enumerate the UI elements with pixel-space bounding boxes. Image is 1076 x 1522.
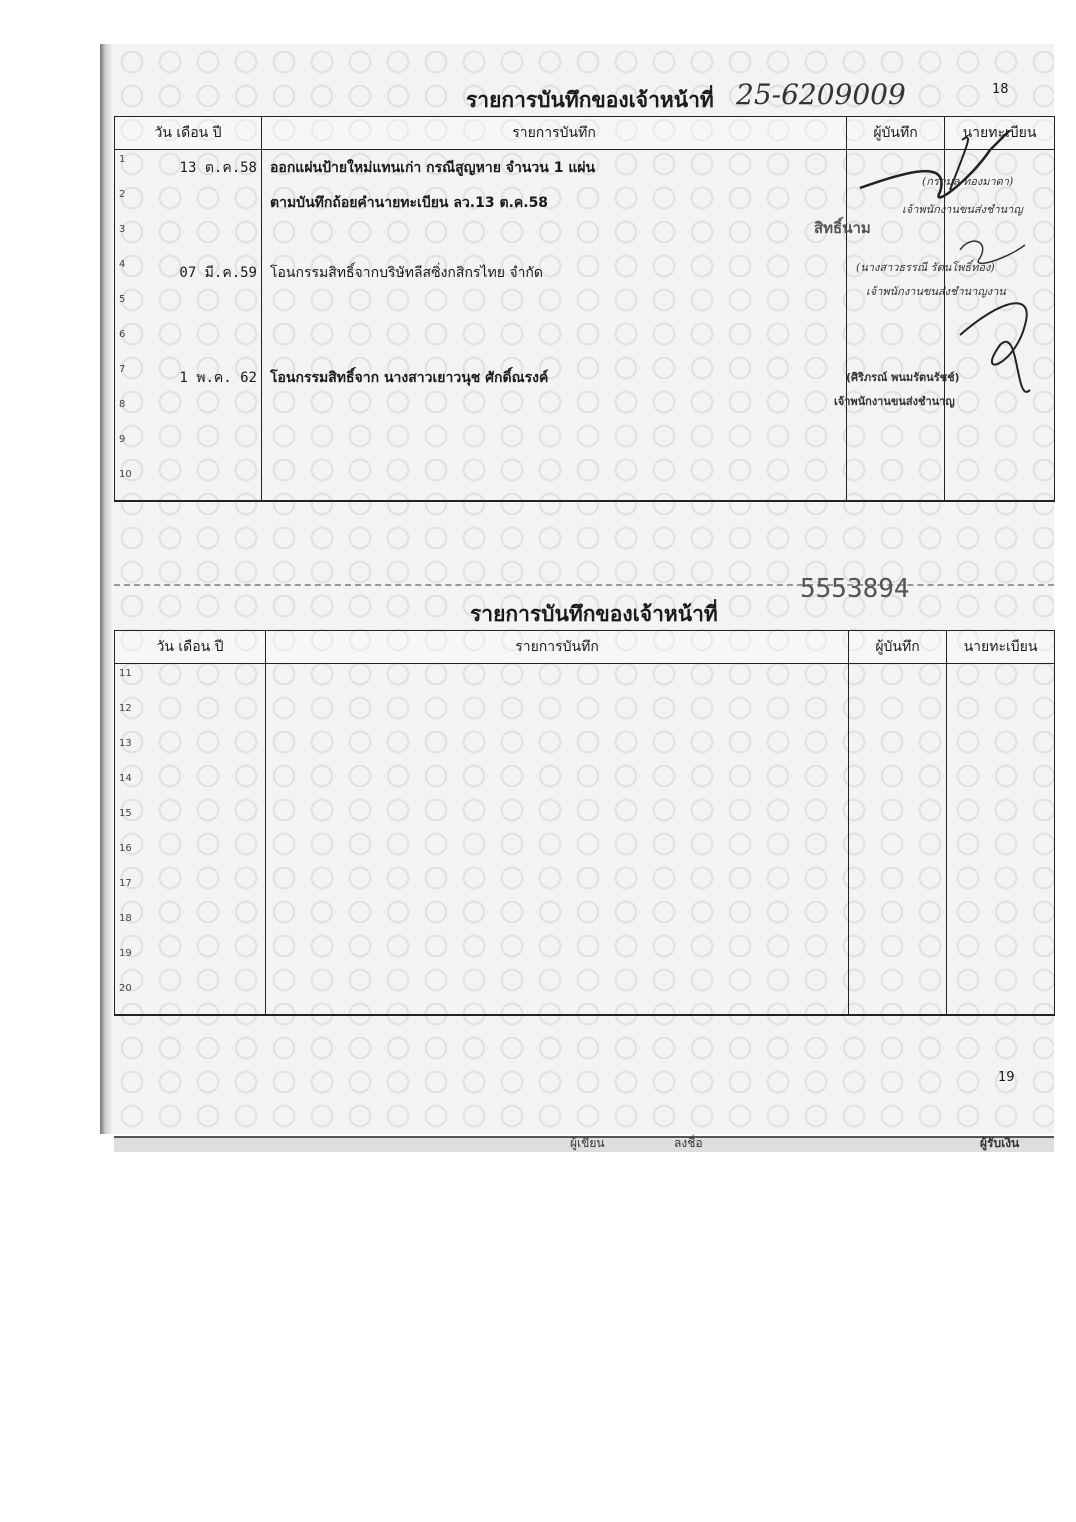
registrar-cell bbox=[947, 734, 1055, 769]
entry-cell bbox=[266, 769, 849, 804]
signature-title-3: เจ้าพนักงานขนส่งชำนาญ bbox=[834, 395, 955, 408]
registrar-cell bbox=[947, 909, 1055, 944]
underlying-right-text: ผู้รับเงิน bbox=[980, 1136, 1020, 1150]
line-number: 6 bbox=[119, 329, 126, 340]
date-cell bbox=[115, 395, 262, 430]
date-value: 1 พ.ค. 62 bbox=[179, 369, 257, 386]
line-number: 15 bbox=[119, 808, 132, 819]
table-row bbox=[115, 909, 1055, 944]
handwritten-record-number: 25-6209009 bbox=[736, 78, 906, 111]
signature-name-3: (ศิริภรณ์ พนมรัตนรัชช์) bbox=[846, 371, 960, 384]
date-cell bbox=[115, 255, 262, 290]
line-number: 3 bbox=[119, 224, 126, 235]
entry-cell bbox=[266, 979, 849, 1015]
line-number: 1 bbox=[119, 154, 126, 165]
underlying-page-strip bbox=[114, 1136, 1054, 1152]
table-row bbox=[115, 699, 1055, 734]
header-entry: รายการบันทึก bbox=[266, 631, 849, 664]
registrar-cell bbox=[947, 874, 1055, 909]
date-cell bbox=[115, 979, 266, 1015]
line-number: 9 bbox=[119, 434, 126, 445]
recorder-cell bbox=[847, 465, 945, 501]
header-registrar: นายทะเบียน bbox=[945, 117, 1055, 150]
date-cell bbox=[115, 874, 266, 909]
signature-title-2: เจ้าพนักงานขนส่งชำนาญงาน bbox=[866, 285, 1006, 298]
entry-cell bbox=[266, 664, 849, 700]
line-number: 2 bbox=[119, 189, 126, 200]
entry-cell bbox=[266, 699, 849, 734]
date-value: 13 ต.ค.58 bbox=[179, 159, 257, 176]
recorder-cell bbox=[849, 874, 947, 909]
serial-number: 5553894 bbox=[800, 574, 910, 604]
date-cell bbox=[115, 769, 266, 804]
line-number: 12 bbox=[119, 703, 132, 714]
entry-cell: ตามบันทึกถ้อยคำนายทะเบียน ลว.13 ต.ค.58 bbox=[262, 185, 847, 220]
registrar-cell bbox=[945, 465, 1055, 501]
date-cell bbox=[115, 150, 262, 186]
date-cell bbox=[115, 839, 266, 874]
table-row bbox=[115, 944, 1055, 979]
entry-cell: ออกแผ่นป้ายใหม่แทนเก่า กรณีสูญหาย จำนวน 1 แผ่น bbox=[262, 150, 847, 186]
date-cell bbox=[115, 734, 266, 769]
recorder-cell bbox=[849, 804, 947, 839]
signature-name-1: (กรกมล ทองมาดา) bbox=[922, 175, 1014, 188]
registrar-cell bbox=[947, 769, 1055, 804]
registrar-cell bbox=[947, 664, 1055, 700]
line-number: 20 bbox=[119, 983, 132, 994]
entry-cell bbox=[266, 909, 849, 944]
line-number: 4 bbox=[119, 259, 126, 270]
registrar-cell bbox=[947, 699, 1055, 734]
recorder-cell bbox=[849, 944, 947, 979]
date-cell bbox=[115, 804, 266, 839]
line-number: 18 bbox=[119, 913, 132, 924]
bottom-page-number: 19 bbox=[998, 1070, 1015, 1085]
date-cell bbox=[115, 360, 262, 395]
recorder-cell bbox=[849, 664, 947, 700]
date-cell bbox=[115, 430, 262, 465]
recorder-cell bbox=[849, 839, 947, 874]
line-number: 7 bbox=[119, 364, 126, 375]
date-cell bbox=[115, 185, 262, 220]
bottom-record-table bbox=[114, 630, 1055, 1016]
date-cell bbox=[115, 290, 262, 325]
date-cell bbox=[115, 465, 262, 501]
entry-cell bbox=[262, 430, 847, 465]
registrar-cell bbox=[947, 979, 1055, 1015]
line-number: 10 bbox=[119, 469, 132, 480]
table-row bbox=[115, 465, 1055, 501]
entry-cell bbox=[266, 874, 849, 909]
registrar-cell bbox=[947, 839, 1055, 874]
entry-cell bbox=[266, 804, 849, 839]
line-number: 13 bbox=[119, 738, 132, 749]
line-number: 19 bbox=[119, 948, 132, 959]
entry-cell bbox=[266, 944, 849, 979]
scan-binding-edge bbox=[100, 44, 114, 1134]
entry-cell bbox=[262, 290, 847, 325]
entry-cell bbox=[262, 465, 847, 501]
header-recorder: ผู้บันทึก bbox=[849, 631, 947, 664]
table-row bbox=[115, 979, 1055, 1015]
line-number: 17 bbox=[119, 878, 132, 889]
header-date: วัน เดือน ปี bbox=[115, 631, 266, 664]
registrar-cell bbox=[947, 804, 1055, 839]
table-row bbox=[115, 664, 1055, 700]
recorder-cell bbox=[849, 769, 947, 804]
entry-cell bbox=[262, 220, 847, 255]
line-number: 16 bbox=[119, 843, 132, 854]
underlying-left-text: ผู้เขียน bbox=[570, 1136, 605, 1150]
recorder-cell bbox=[849, 909, 947, 944]
date-cell bbox=[115, 664, 266, 700]
line-number: 8 bbox=[119, 399, 126, 410]
recorder-cell bbox=[849, 979, 947, 1015]
underlying-mid-text: ลงชื่อ bbox=[674, 1136, 703, 1150]
table-row bbox=[115, 874, 1055, 909]
date-cell bbox=[115, 699, 266, 734]
entry-cell bbox=[266, 839, 849, 874]
entry-cell: โอนกรรมสิทธิ์จากบริษัทลีสซิ่งกสิกรไทย จำกัด bbox=[262, 255, 847, 290]
header-date: วัน เดือน ปี bbox=[115, 117, 262, 150]
signature-title-1: เจ้าพนักงานขนส่งชำนาญ bbox=[902, 203, 1023, 216]
sheet-separator bbox=[114, 584, 1054, 586]
entry-cell bbox=[262, 325, 847, 360]
entry-cell bbox=[262, 395, 847, 430]
header-registrar: นายทะเบียน bbox=[947, 631, 1055, 664]
signature-stamp: สิทธิ์นาม bbox=[814, 219, 871, 237]
top-sheet-title: รายการบันทึกของเจ้าหน้าที่ bbox=[466, 88, 714, 112]
top-page-number: 18 bbox=[992, 82, 1009, 97]
signature-name-2: (นางสาวธรรณี รัตนโพธิ์ทอง) bbox=[856, 261, 995, 274]
entry-cell: โอนกรรมสิทธิ์จาก นางสาวเยาวนุช ศักดิ์ณรงค์ bbox=[262, 360, 847, 395]
registrar-cell bbox=[947, 944, 1055, 979]
bottom-sheet-title: รายการบันทึกของเจ้าหน้าที่ bbox=[470, 602, 718, 626]
date-value: 07 มี.ค.59 bbox=[179, 264, 257, 281]
line-number: 5 bbox=[119, 294, 126, 305]
entry-cell bbox=[266, 734, 849, 769]
date-cell bbox=[115, 325, 262, 360]
line-number: 11 bbox=[119, 668, 132, 679]
line-number: 14 bbox=[119, 773, 132, 784]
date-cell bbox=[115, 944, 266, 979]
header-entry: รายการบันทึก bbox=[262, 117, 847, 150]
date-cell bbox=[115, 220, 262, 255]
table-row bbox=[115, 734, 1055, 769]
date-cell bbox=[115, 909, 266, 944]
header-recorder: ผู้บันทึก bbox=[847, 117, 945, 150]
table-row bbox=[115, 804, 1055, 839]
table-row bbox=[115, 769, 1055, 804]
table-row bbox=[115, 839, 1055, 874]
recorder-cell bbox=[849, 699, 947, 734]
recorder-cell bbox=[849, 734, 947, 769]
